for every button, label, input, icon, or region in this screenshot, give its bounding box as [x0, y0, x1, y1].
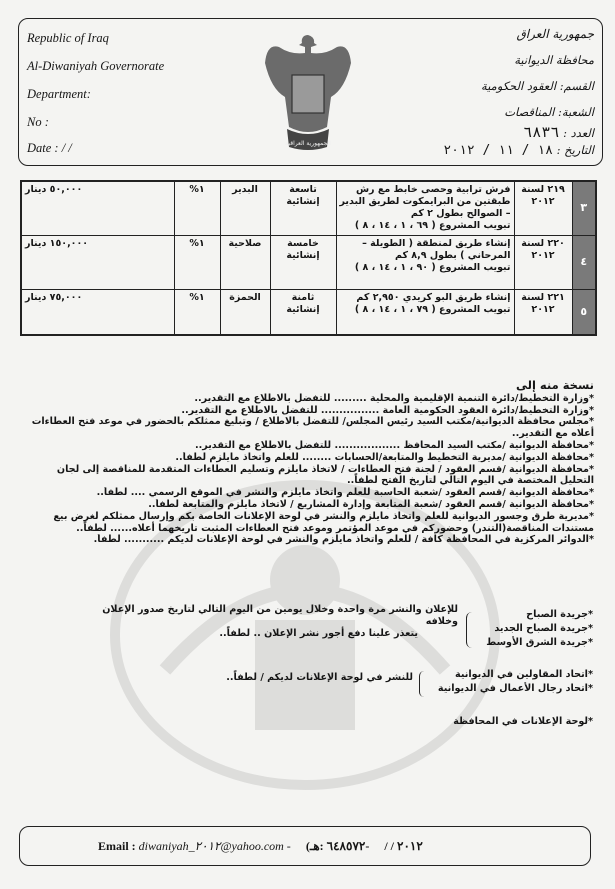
- division-ar: الشعبة: المناقصات: [504, 105, 594, 119]
- brace-icon: [466, 612, 475, 648]
- unions-block: [21, 668, 593, 700]
- chapter-text: تبويب المشروع ( ٦٩ ، ١ ، ١٤ ، ٨ ): [354, 220, 511, 231]
- list-item: *اتحاد المقاولين في الديوانية: [455, 669, 593, 680]
- section-ar: القسم: العقود الحكومية: [481, 79, 594, 93]
- list-item: *جريدة الشرق الأوسط: [486, 637, 593, 648]
- list-item: *محافظة الديوانية /قسم العقود /شعبة المتابعة وإدارة المشاريع / لاتخاذ مايلزم والمتابعة لطفاً..: [148, 498, 594, 510]
- row-seq: ٥: [572, 289, 596, 335]
- row-amount: ٧٥,٠٠٠ دينار: [21, 289, 174, 335]
- number-ar: [523, 123, 594, 141]
- row-seq: ٣: [572, 181, 596, 235]
- emblem-caption: الجمهورية العراقية: [285, 140, 331, 147]
- list-item: *جريدة الصباح الجديد: [494, 623, 593, 634]
- date-value: ١٨ / ١١ / ٢٠١٢: [443, 143, 553, 158]
- row-grade: خامسة إنشائية: [270, 235, 336, 289]
- chapter-text: تبويب المشروع ( ٧٩ ، ١ ، ١٤ ، ٨ ): [354, 303, 511, 315]
- number-en: No :: [27, 115, 49, 129]
- list-item: *جريدة الصباح: [526, 609, 593, 620]
- date-en: Date : / /: [27, 141, 72, 155]
- row-year: ٢١٩ لسنة ٢٠١٢: [514, 181, 572, 235]
- table-row: [21, 235, 596, 289]
- newspapers-block: [21, 604, 593, 650]
- country-ar: جمهورية العراق: [516, 27, 594, 41]
- row-grade: ثامنة إنشائية: [270, 289, 336, 335]
- row-location: الحمزة: [220, 289, 270, 335]
- note-line: للإعلان والنشر مرة واحدة وخلال يومين من اليوم التالي لتاريخ صدور الإعلان وخلافه: [102, 604, 458, 627]
- governorate-ar: محافظة الديوانية: [514, 53, 594, 67]
- number-value: ٦٨٣٦: [523, 123, 560, 141]
- footer-contact: [98, 839, 423, 854]
- email-address: diwaniyah_٢٠١٢@yahoo.com -: [138, 839, 291, 853]
- chapter-text: تبويب المشروع ( ٩٠ ، ١ ، ١٤ ، ٨ ): [354, 261, 511, 273]
- projects-table: [20, 180, 597, 336]
- footer-year: (٢٠١٢ / /: [305, 839, 423, 853]
- country-en: Republic of Iraq: [27, 31, 109, 45]
- brace-icon: [419, 671, 427, 697]
- list-item: *اتحاد رجال الأعمال في الديوانية: [437, 683, 593, 694]
- unions-note: للنشر في لوحة الإعلانات لديكم / لطفاً..: [226, 672, 413, 683]
- list-item: *وزارة التخطيط/دائرة العقود الحكومية العامة ................ للتفضل بالاطلاع مع التقدير..: [181, 404, 594, 416]
- row-year: ٢٢١ لسنة ٢٠١٢: [514, 289, 572, 335]
- row-amount: ١٥٠,٠٠٠ دينار: [21, 235, 174, 289]
- copies-list: [22, 380, 594, 546]
- email-label: Email :: [98, 839, 136, 853]
- table-row: [21, 181, 596, 235]
- row-grade: تاسعة إنشائية: [270, 181, 336, 235]
- board-line: *لوحة الإعلانات في المحافظة: [453, 716, 593, 727]
- date-ar: [443, 143, 594, 158]
- row-percent: ١%: [174, 235, 220, 289]
- list-item: *محافظة الديوانية /مديرية التخطيط والمتابعة/الحسابات ........ للعلم واتخاذ مايلزم لطفاً..: [175, 451, 594, 463]
- letterhead: [18, 18, 603, 166]
- list-item: *مديرية طرق وجسور الديوانية للعلم واتخاذ مايلزم والنشر في لوحة الإعلانات الخاصة بكم وإرسال ممثلكم لغرض بيع مستندات المناقصة(التندر) وحضوركم في موعد المؤتمر وموعد فتح العطاءات المثبت تاريخهما أعلاه...... لطفاً..: [53, 510, 594, 534]
- row-location: صلاحية: [220, 235, 270, 289]
- date-label: التاريخ :: [556, 143, 594, 157]
- department-en: Department:: [27, 87, 91, 101]
- note-line: يتعذر علينا دفع أجور نشر الإعلان .. لطفاً..: [219, 628, 418, 639]
- copies-caption: نسخة منه إلى: [516, 378, 594, 392]
- list-item: *وزارة التخطيط/دائرة التنمية الإقليمية والمحلية ......... للتفضل بالاطلاع مع التقدير..: [194, 392, 594, 404]
- newspaper-names: [468, 608, 593, 650]
- list-item: *مجلس محافظة الديوانية/مكتب السيد رئيس المجلس/ للتفضل بالاطلاع / وتبليغ ممثلكم بالحضور في موعد فتح العطاءات أعلاه مع التقدير..: [31, 416, 594, 440]
- list-item: *محافظة الديوانية /قسم العقود /شعبة الحاسبة للعلم واتخاذ مايلزم والنشر في الموقع الرسمي .... لطفاً..: [96, 487, 594, 499]
- number-label: العدد :: [563, 126, 594, 140]
- description-text: إنشاء طريق البو كريدي ٢,٩٥٠ كم: [356, 291, 511, 303]
- union-names: [423, 668, 593, 696]
- governorate-en: Al-Diwaniyah Governorate: [27, 59, 165, 73]
- row-description: [336, 289, 514, 335]
- row-year: ٢٢٠ لسنة ٢٠١٢: [514, 235, 572, 289]
- description-text: إنشاء طريق لمنطقة ( الطويلة –المرحاني ) بطول ٨,٩ كم: [362, 237, 511, 261]
- list-item: *محافظة الديوانية /مكتب السيد المحافظ .................. للتفضل بالاطلاع مع التقدير..: [194, 439, 594, 451]
- newspapers-note: [98, 604, 458, 640]
- row-amount: ٥٠,٠٠٠ دينار: [21, 181, 174, 235]
- row-percent: ١%: [174, 181, 220, 235]
- row-location: البدير: [220, 181, 270, 235]
- row-description: [336, 235, 514, 289]
- table-row: [21, 289, 596, 335]
- footer-box: [19, 826, 591, 866]
- row-description: [336, 181, 514, 235]
- list-item: *الدوائر المركزية في المحافظة كافة / للعلم واتخاذ مايلزم والنشر في لوحة الإعلانات لديكم ........... لطفاً.: [93, 534, 594, 546]
- row-seq: ٤: [572, 235, 596, 289]
- row-percent: ١%: [174, 289, 220, 335]
- phone-number: -٦٤٨٥٧٢ :هـ: [309, 839, 370, 853]
- list-item: *محافظة الديوانية /قسم العقود / لجنة فتح العطاءات / لاتخاذ مايلزم وتسليم العطاءات المتقدمة للمناقصة إلى لجان التحليل المختصة في اليوم التالي لتاريخ الفتح لطفاً..: [56, 463, 594, 487]
- iraq-eagle-emblem-icon: [261, 29, 356, 154]
- description-text: فرش ترابية وحصى خابط مع رش طبقتين من البرايمكوت لطريق البدير – الصوالح بطول ٢ كم: [339, 184, 511, 219]
